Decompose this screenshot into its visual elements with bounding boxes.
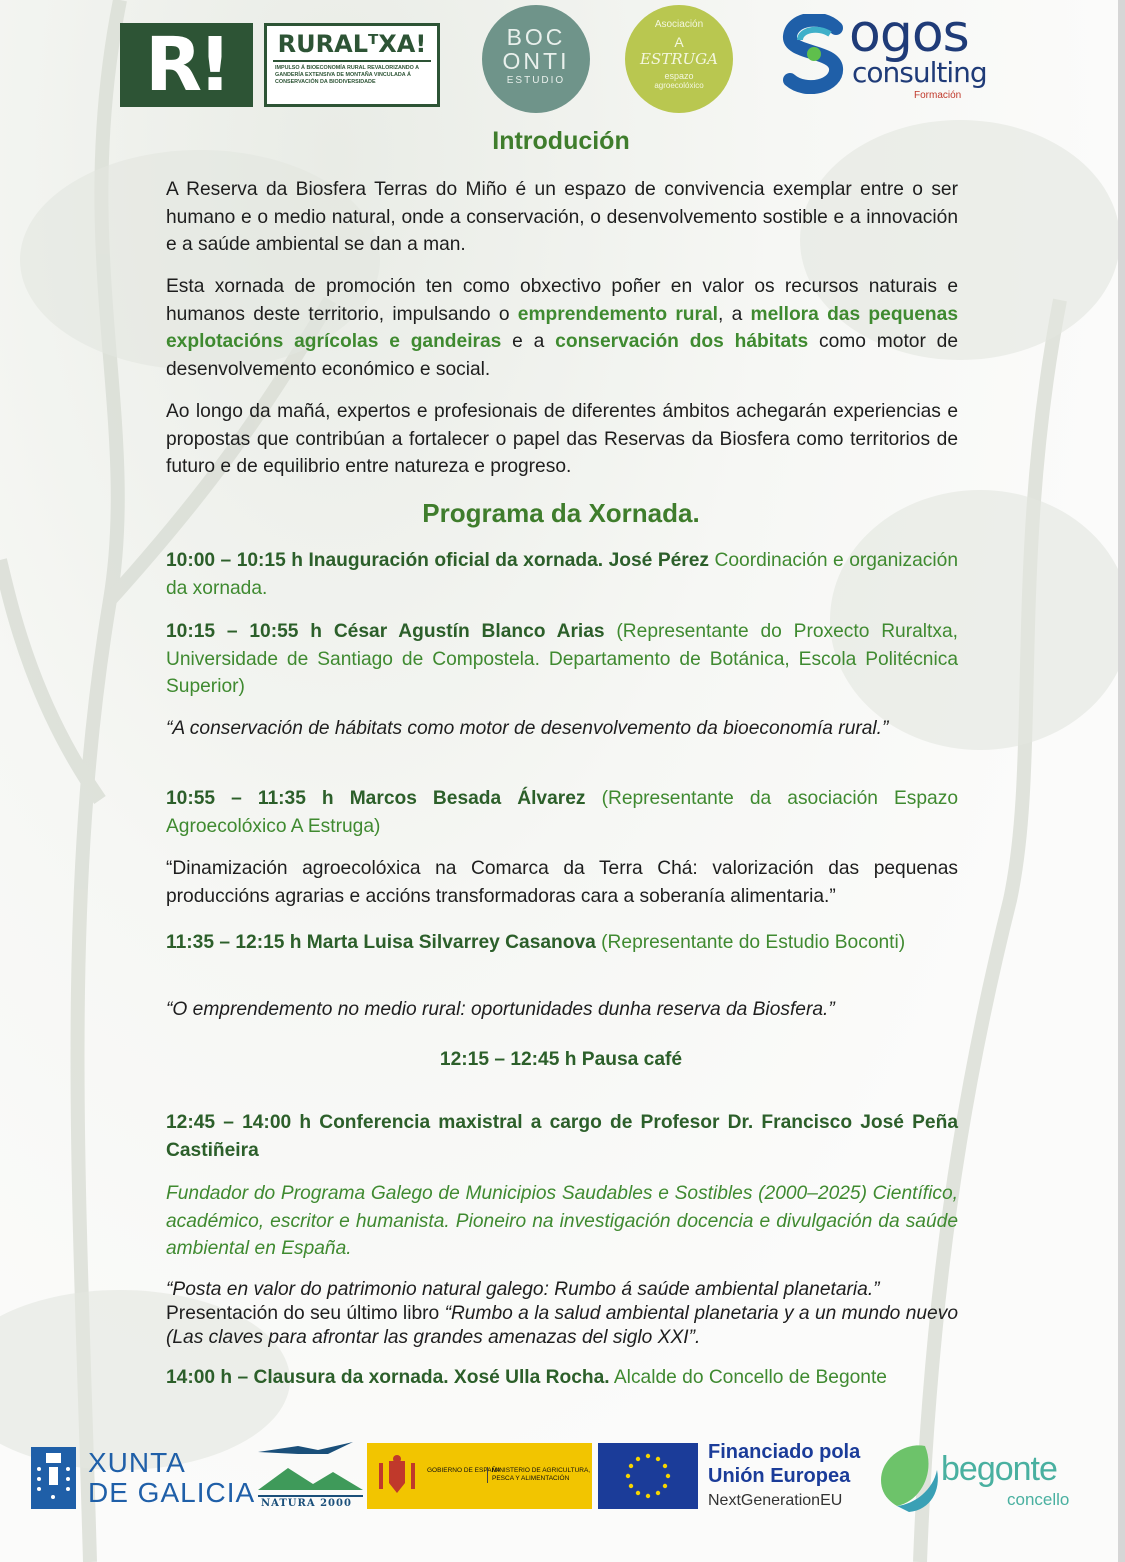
begonte-word: begonte [941,1450,1057,1488]
boconti-line2: ONTI [502,48,570,74]
r-logo: R! [120,23,253,107]
programa-item-2: 10:15 – 10:55 h César Agustín Blanco Arias (Representante do Proxecto Ruraltxa, Universidade de Santiago de Compostela. Departamento de Botánica, Escola Politécnica Superior) [166,621,958,697]
ruraltxa-word: RURALᵀXA! [273,30,431,62]
programa-item-4: 11:35 – 12:15 h Marta Luisa Silvarrey Casanova (Representante do Estudio Boconti) [166,932,906,953]
natura-label: NATURA 2000 [261,1498,352,1509]
boconti-line3: ESTUDIO [506,75,566,86]
spain-coat-of-arms-icon [375,1453,419,1499]
programa-item-5-quote: “Posta en valor do patrimonio natural galego: Rumbo á saúde ambiental planetaria.” Presentación do seu último libro “Rumbo a la salud ambiental planetaria y a un mundo nuevo (Las claves para afrontar las grandes amenazas del siglo XXI”. [166,1279,958,1348]
programa-item-3-quote: “Dinamización agroecolóxica na Comarca da Terra Chá: valorización das pequenas produccións agrarias e accións transformadoras cara a soberanía alimentaria.” [166,858,958,907]
estruga-line3: ESTRUGA [640,50,718,68]
financiado-ue [708,1440,883,1510]
de-galicia-text: DE GALICIA [88,1477,256,1508]
estruga-line2: A [674,34,684,50]
begonte-leaf-icon [875,1440,945,1515]
ogos-s-icon [778,14,850,94]
programa-item-5: 12:45 – 14:00 h Conferencia maxistral a cargo de Profesor Dr. Francisco José Peña Castiñeira [166,1112,958,1161]
financiado-text: Financiado pola [708,1441,861,1463]
begonte-concello-logo [875,1440,1095,1515]
programa-title: Programa da Xornada. [422,498,700,528]
natura-bird-icon [258,1440,363,1498]
xunta-galicia-logo [31,1447,261,1513]
ministerio-text: MINISTERIO DE AGRICULTURA, PESCA Y ALIMENTACIÓN [487,1467,592,1483]
highlight-conservacion: conservación dos hábitats [555,331,809,352]
programa-item-3: 10:55 – 11:35 h Marcos Besada Álvarez (Representante da asociación Espazo Agroecolóxico A Estruga) [166,788,958,837]
programa-item-6: 14:00 h – Clausura da xornada. Xosé Ulla Rocha. Alcalde do Concello de Begonte [166,1367,887,1388]
estruga-line1: Asociación [654,19,704,30]
intro-paragraph-1: A Reserva da Biosfera Terras do Miño é un espazo de convivencia exemplar entre o ser humano e o medio natural, onde a conservación, o desenvolvemento sostible e a innovación e a saúde ambiental se dan a man. [166,179,958,255]
gobierno-text: GOBIERNO DE ESPAÑA [427,1467,501,1474]
intro-paragraph-2: Esta xornada de promoción ten como obxectivo poñer en valor os recursos naturais e humanos deste territorio, impulsando o emprendemento rural, a mellora das pequenas explotacións agrícolas e gandeiras e a conservación dos hábitats como motor de desenvolvemento económico e social. [166,276,959,380]
gobierno-espana-logo [367,1443,592,1509]
galicia-crest-icon [31,1447,76,1509]
ogos-consulting: consulting [852,56,987,89]
nextgeneration-text: NextGenerationEU [708,1492,843,1509]
concello-word: concello [1007,1490,1070,1509]
natura-2000-logo [258,1440,363,1512]
union-europea-text: Unión Europea [708,1465,851,1487]
highlight-mellora: mellora das pequenas explotacións agrícolas e gandeiras [166,303,958,352]
programa-item-4-quote: “O emprendemento no medio rural: oportunidades dunha reserva da Biosfera.” [166,999,835,1020]
xunta-text: XUNTA [88,1447,186,1478]
boconti-line1: BOC [506,24,566,50]
highlight-emprendemento: emprendemento rural [517,303,718,325]
eu-stars-icon [598,1443,698,1509]
programa-item-5-bio: Fundador do Programa Galego de Municipios Saudables e Sostibles (2000–2025) Científico, académico, escritor e humanista. Pioneiro na investigación docencia e divulgación da saúde ambiental en España. [166,1183,958,1259]
ruraltxa-logo [264,23,440,107]
boconti-logo [482,5,590,113]
ogos-formacion: Formación [914,90,962,101]
ogos-consulting-logo [778,4,993,105]
estruga-logo [625,5,733,113]
ruraltxa-tagline: IMPULSO Á BIOECONOMÍA RURAL REVALORIZANDO A GANDERÍA EXTENSIVA DE MONTAÑA VINCULADA Á CONSERVACIÓN DA BIODIVERSIDADE [275,65,419,85]
estruga-line5: agroecolóxico [654,81,704,90]
page-edge [1118,0,1125,1562]
ogos-word: ogos [849,4,969,64]
programa-item-1: 10:00 – 10:15 h Inauguración oficial da xornada. José Pérez Coordinación e organización da xornada. [166,550,958,599]
intro-paragraph-3: Ao longo da mañá, expertos e profesionais de diferentes ámbitos achegarán experiencias e propostas que contribúan a fortalecer o papel das Reservas da Biosfera como territorios de futuro e de equilibrio entre natureza e progreso. [166,401,958,477]
estruga-line4: espazo [664,71,694,81]
eu-flag [598,1443,698,1509]
pausa-cafe: 12:15 – 12:45 h Pausa café [439,1049,683,1070]
programa-item-2-quote: “A conservación de hábitats como motor de desenvolvemento da bioeconomía rural.” [166,718,889,739]
intro-title: Introdución [492,127,630,155]
